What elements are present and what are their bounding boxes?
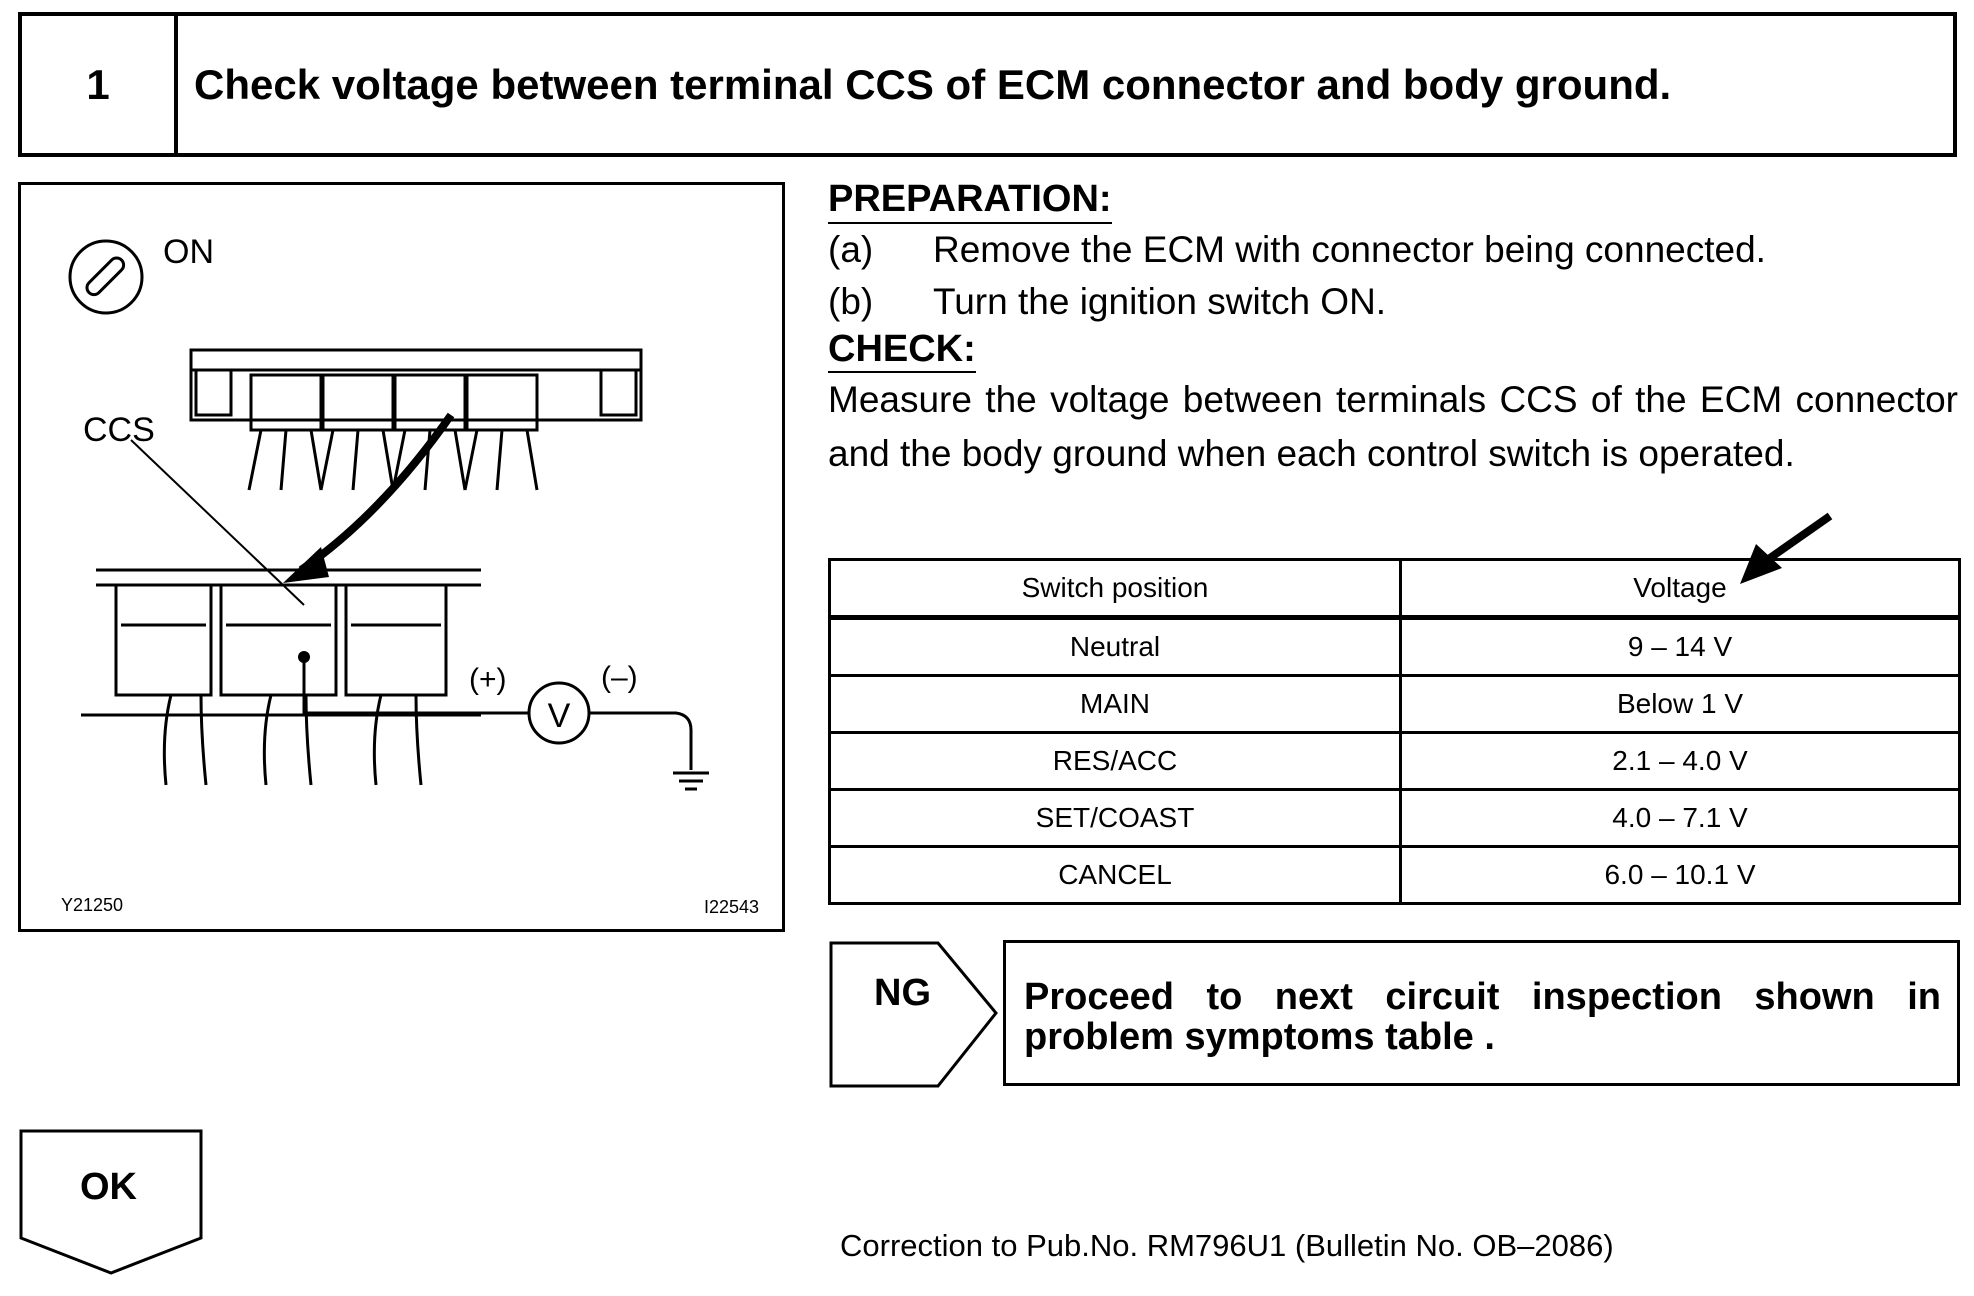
table-row bbox=[830, 733, 1960, 790]
table-cell: Below 1 V bbox=[1401, 676, 1960, 733]
step-number: 1 bbox=[22, 16, 178, 153]
check-text: Measure the voltage between terminals CCS of the ECM connector and the body ground when each control switch is operated. bbox=[828, 379, 1958, 475]
table-header-row bbox=[830, 560, 1960, 618]
preparation-step bbox=[828, 276, 1958, 328]
wiring-illustration bbox=[18, 182, 785, 932]
ng-label: NG bbox=[874, 972, 931, 1014]
table-row bbox=[830, 618, 1960, 676]
step-header bbox=[18, 12, 1957, 157]
voltage-table bbox=[828, 558, 1961, 905]
ccs-terminal-label: CCS bbox=[83, 411, 155, 449]
voltmeter-icon bbox=[529, 683, 589, 743]
arrow-icon bbox=[283, 415, 451, 583]
table-cell: MAIN bbox=[830, 676, 1401, 733]
illustration-drawing bbox=[21, 185, 782, 929]
table-row bbox=[830, 847, 1960, 904]
table-row bbox=[830, 676, 1960, 733]
column-header: Voltage bbox=[1401, 560, 1960, 618]
table-cell: RES/ACC bbox=[830, 733, 1401, 790]
plus-probe-label: (+) bbox=[469, 663, 507, 696]
column-header: Switch position bbox=[830, 560, 1401, 618]
table-cell: 2.1 – 4.0 V bbox=[1401, 733, 1960, 790]
table-cell: Neutral bbox=[830, 618, 1401, 676]
table-cell: 4.0 – 7.1 V bbox=[1401, 790, 1960, 847]
ng-action-box: Proceed to next circuit inspection shown in problem symptoms table . bbox=[1003, 940, 1960, 1086]
correction-note: Correction to Pub.No. RM796U1 (Bulletin No. OB–2086) bbox=[840, 1228, 1614, 1263]
instructions bbox=[828, 178, 1958, 481]
ecm-unit-icon bbox=[191, 350, 641, 490]
table-cell: 9 – 14 V bbox=[1401, 618, 1960, 676]
meter-letter: V bbox=[547, 697, 571, 735]
preparation-step-text: Remove the ECM with connector being connected. bbox=[933, 228, 1766, 270]
table-cell: SET/COAST bbox=[830, 790, 1401, 847]
preparation-step-label: (a) bbox=[828, 228, 874, 270]
ng-chevron-icon bbox=[828, 940, 1000, 1090]
preparation-step bbox=[828, 224, 1958, 276]
preparation-step-label: (b) bbox=[828, 280, 874, 322]
ok-label: OK bbox=[80, 1166, 137, 1208]
table-cell: CANCEL bbox=[830, 847, 1401, 904]
preparation-step-text: Turn the ignition switch ON. bbox=[933, 280, 1387, 322]
ignition-on-label: ON bbox=[163, 233, 214, 271]
table-cell: 6.0 – 10.1 V bbox=[1401, 847, 1960, 904]
connector-icon bbox=[81, 570, 481, 785]
step-title: Check voltage between terminal CCS of ECM connector and body ground. bbox=[194, 60, 1672, 108]
figure-code-right: I22543 bbox=[704, 897, 760, 917]
preparation-heading: PREPARATION: bbox=[828, 178, 1112, 224]
minus-probe-label: (–) bbox=[601, 661, 638, 694]
table-row bbox=[830, 790, 1960, 847]
check-heading: CHECK: bbox=[828, 328, 976, 374]
ground-icon bbox=[673, 773, 709, 789]
ignition-switch-icon bbox=[70, 241, 142, 313]
figure-code-left: Y21250 bbox=[61, 895, 124, 915]
